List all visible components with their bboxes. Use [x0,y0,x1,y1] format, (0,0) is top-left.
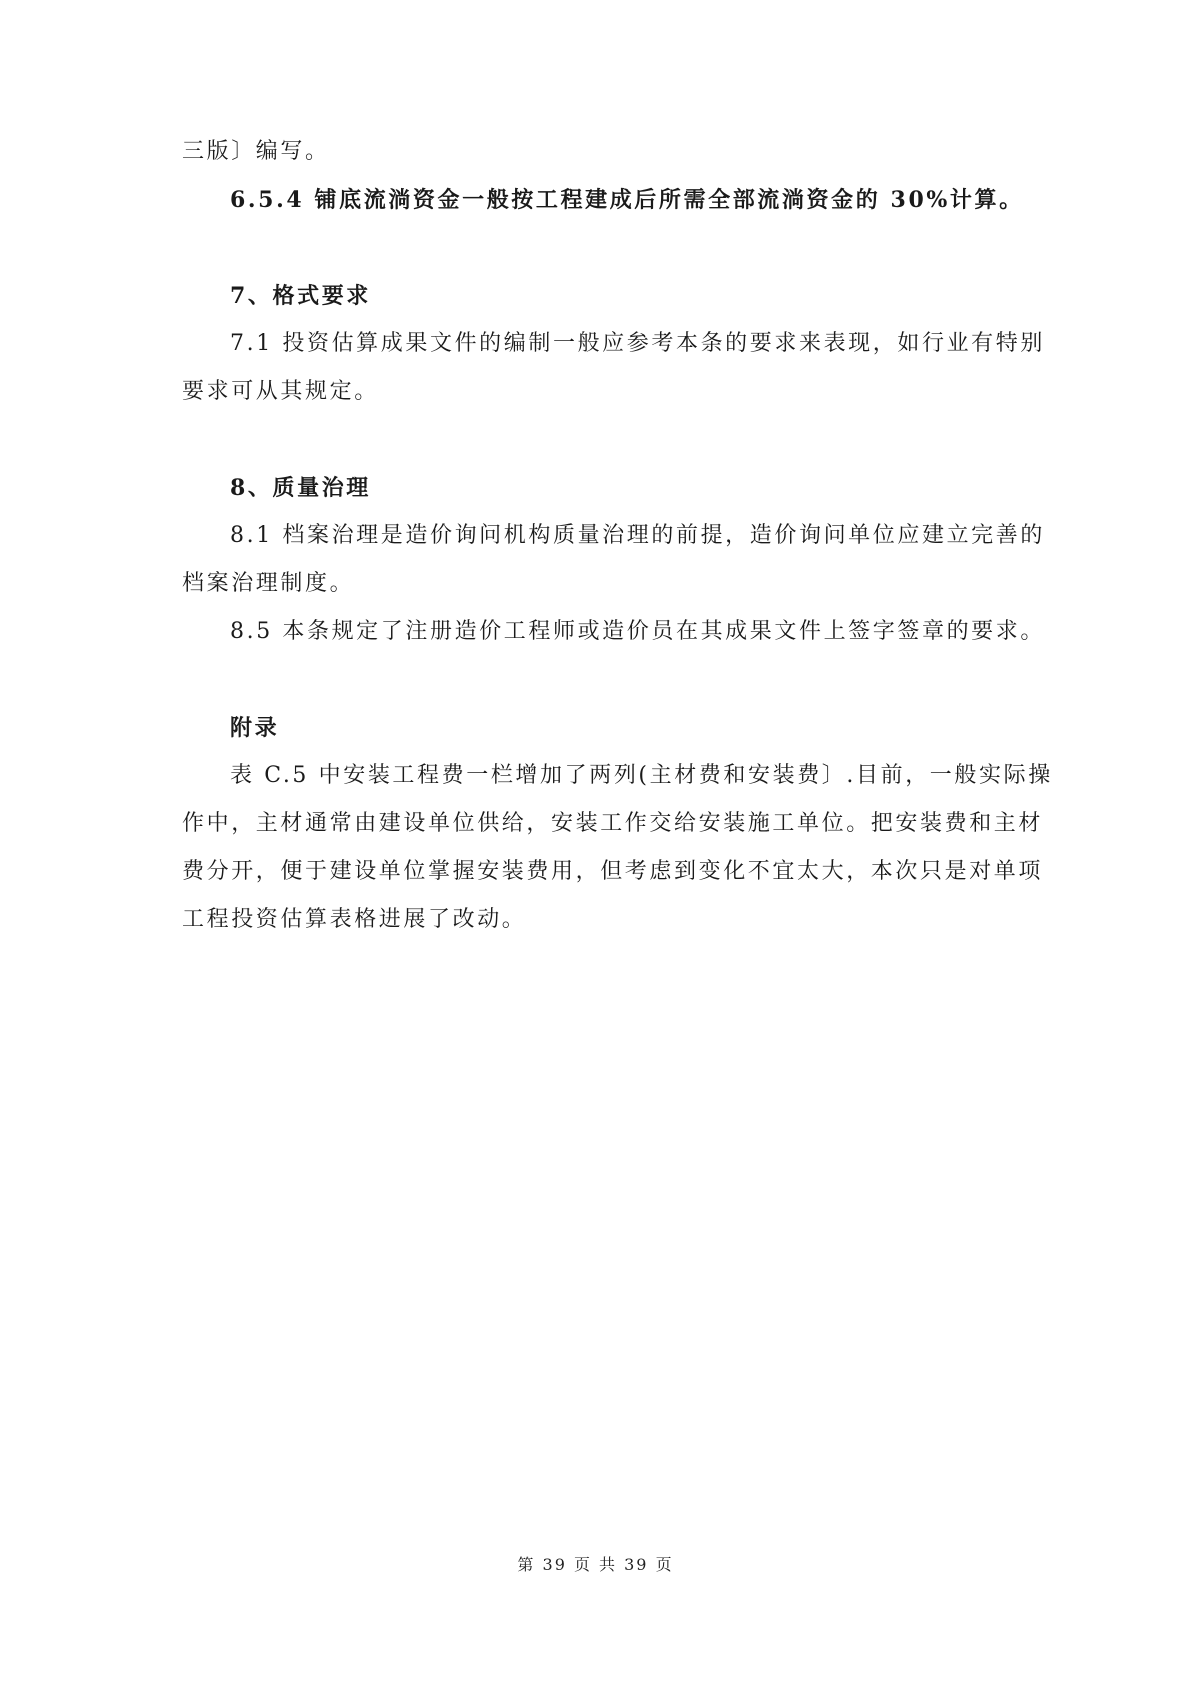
paragraph-8-1-line-1: 8.1 档案治理是造价询问机构质量治理的前提，造价询问单位应建立完善的 [230,523,1045,548]
spacer [182,224,1012,272]
text-line-carryover: 三版〕编写。 [182,139,330,164]
document-body [182,128,1053,944]
appendix-paragraph-line-1: 表 C.5 中安装工程费一栏增加了两列(主材费和安装费〕.目前，一般实际操 [230,763,1053,788]
spacer [182,656,1012,704]
heading-section-8: 8、质量治理 [230,475,371,501]
paragraph-7-1-line-1: 7.1 投资估算成果文件的编制一般应参考本条的要求来表现，如行业有特别 [230,331,1045,356]
page-number-footer: 第 39 页 共 39 页 [517,1555,674,1574]
appendix-paragraph-line-4: 工程投资估算表格进展了改动。 [182,907,527,932]
section-6-5-4: 6.5.4 铺底流淌资金一般按工程建成后所需全部流淌资金的 30%计算。 [230,187,1024,213]
heading-appendix: 附录 [230,715,280,741]
paragraph-8-1-line-2: 档案治理制度。 [182,571,355,596]
heading-section-7: 7、格式要求 [230,283,371,309]
paragraph-7-1-line-2: 要求可从其规定。 [182,379,379,404]
spacer [182,416,1012,464]
appendix-paragraph-line-2: 作中，主材通常由建设单位供给，安装工作交给安装施工单位。把安装费和主材 [182,811,1044,836]
appendix-paragraph-line-3: 费分开，便于建设单位掌握安装费用，但考虑到变化不宜太大，本次只是对单项 [182,859,1044,884]
paragraph-8-5: 8.5 本条规定了注册造价工程师或造价员在其成果文件上签字签章的要求。 [230,619,1045,644]
